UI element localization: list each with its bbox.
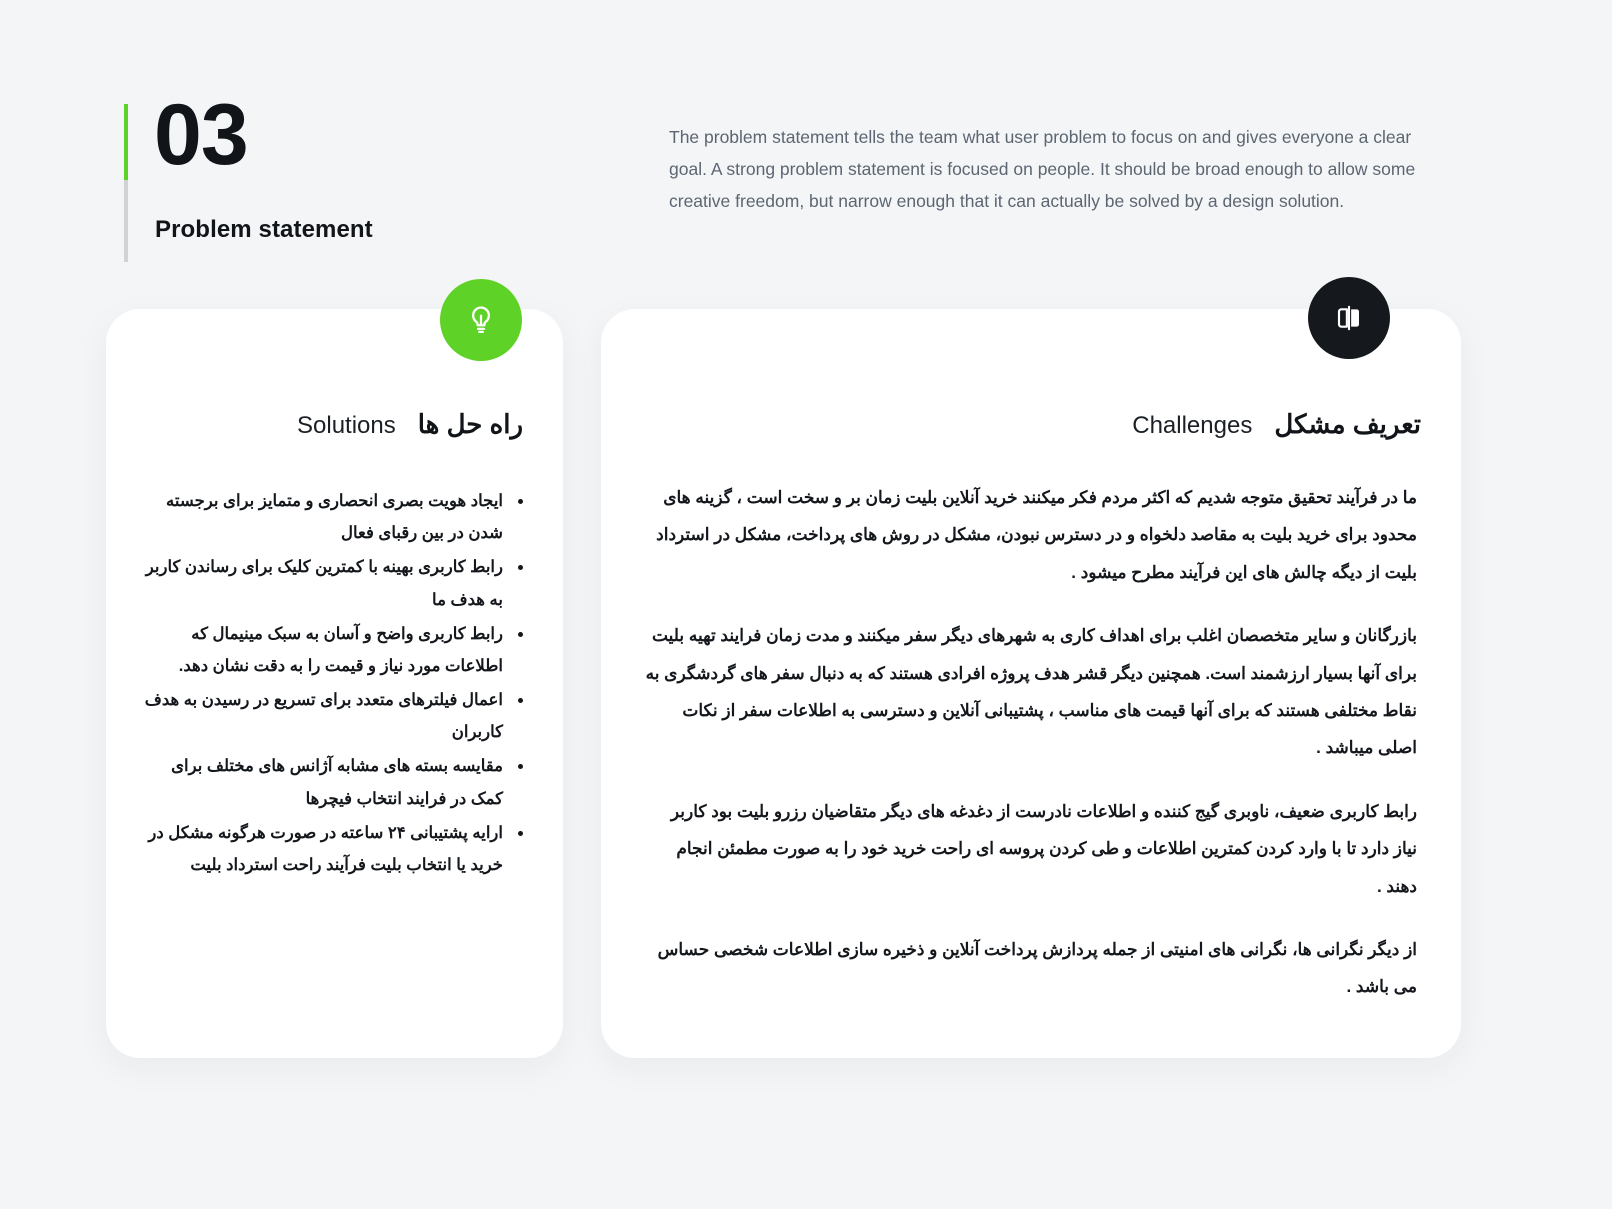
page-title: Problem statement — [155, 216, 373, 243]
solutions-title-en: Solutions — [297, 412, 396, 439]
solutions-card-header — [146, 409, 523, 440]
list-item: ایجاد هویت بصری انحصاری و متمایز برای برجسته شدن در بین رقبای فعال — [144, 485, 503, 549]
section-accent-bar — [124, 104, 128, 262]
challenges-card-header — [641, 409, 1421, 440]
list-item: رابط کاربری بهینه با کمترین کلیک برای رساندن کاربر به هدف ما — [144, 551, 503, 615]
challenges-title-fa: تعریف مشکل — [1274, 409, 1421, 439]
solutions-list — [144, 485, 525, 883]
challenges-paragraph: رابط کاربری ضعیف، ناوبری گیج کننده و اطلاعات نادرست از دغدغه های دیگر متقاضیان رزرو بلیت بود کاربر نیاز دارد تا با وارد کردن کمترین اطلاعات و طی کردن پروسه ای راحت خرید خود را به صورت مطمئن انجام دهند . — [670, 801, 1417, 896]
challenges-card — [601, 309, 1461, 1058]
challenges-paragraph: ما در فرآیند تحقیق متوجه شدیم که اکثر مردم فکر میکنند خرید آنلاین بلیت زمان بر و سخت است ، گزینه های محدود برای خرید بلیت به مقاصد دلخواه و در دسترس نبودن، مشکل در روش های پرداخت، مشکل در استرداد بلیت از دیگه چالش های این فرآیند مطرح میشود . — [656, 488, 1417, 582]
lightbulb-icon — [440, 279, 522, 361]
challenges-paragraph: بازرگانان و سایر متخصصان اغلب برای اهداف کاری به شهرهای دیگر سفر میکنند و مدت زمان فرایند تهیه بلیت برای آنها بسیار ارزشمند است. همچنین دیگر قشر هدف پروژه افرادی هستند که به دنبال سفر های گردشگری به نقاط مختلفی هستند که برای آنها قیمت های مناسب ، پشتیبانی آنلاین و دسترسی به اطلاعات سفر از نکات اصلی میباشد . — [645, 626, 1417, 758]
section-number: 03 — [154, 87, 248, 183]
solutions-title-fa: راه حل ها — [417, 409, 523, 439]
list-item: ارایه پشتیبانی ۲۴ ساعته در صورت هرگونه مشکل در خرید یا انتخاب بلیت فرآیند راحت استرداد بلیت — [144, 817, 503, 881]
list-item: مقایسه بسته های مشابه آژانس های مختلف برای کمک در فرایند انتخاب فیچرها — [144, 750, 503, 814]
intro-paragraph: The problem statement tells the team what user problem to focus on and gives everyone a clear goal. A strong problem statement is focused on people. It should be broad enough to allow some creative freedom, but narrow enough that it can actually be solved by a design solution. — [669, 127, 1416, 211]
list-item: رابط کاربری واضح و آسان به سبک مینیمال که اطلاعات مورد نیاز و قیمت را به دقت نشان دهد. — [144, 618, 503, 682]
challenges-title-en: Challenges — [1132, 412, 1253, 439]
compare-panels-icon — [1308, 277, 1390, 359]
challenges-paragraph: از دیگر نگرانی ها، نگرانی های امنیتی از جمله پردازش پرداخت آنلاین و ذخیره سازی اطلاعات شخصی حساس می باشد . — [657, 939, 1417, 997]
list-item: اعمال فیلترهای متعدد برای تسریع در رسیدن به هدف کاربران — [144, 684, 503, 748]
challenges-body — [645, 479, 1417, 1006]
page-header — [124, 87, 1484, 266]
solutions-card — [106, 309, 563, 1058]
